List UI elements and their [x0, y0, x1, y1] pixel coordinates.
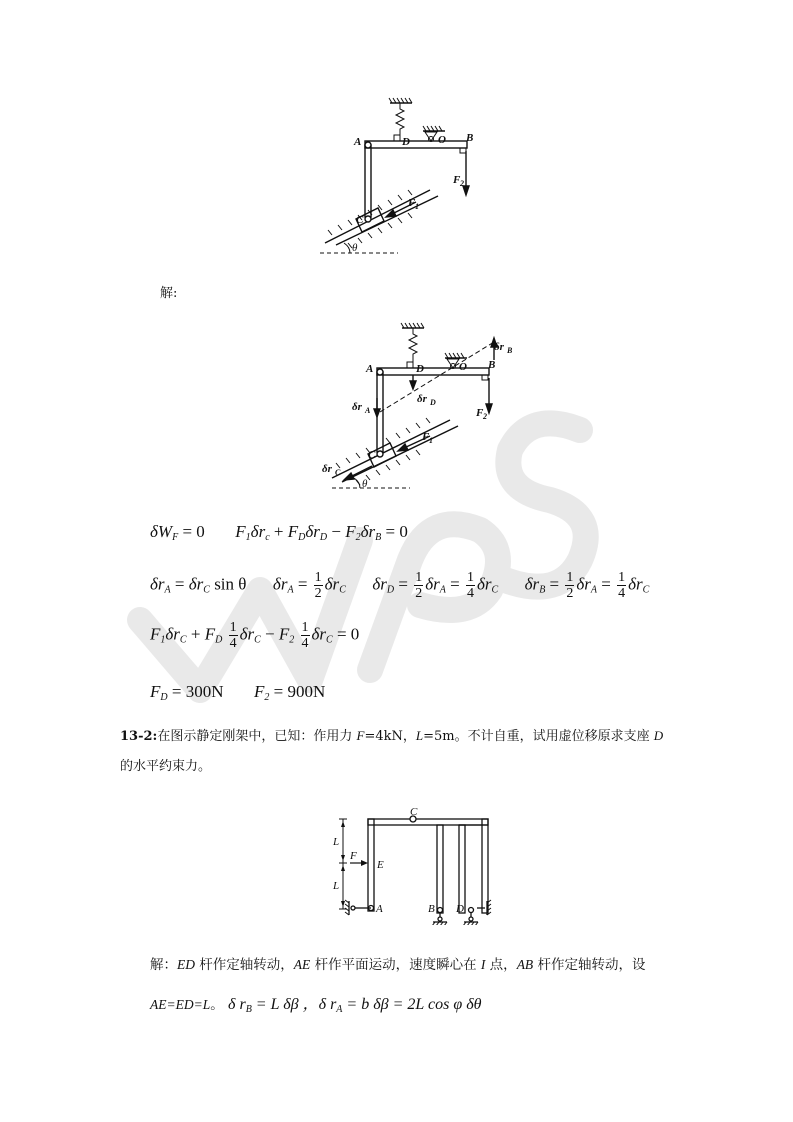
- equation-virtual-work: $\delta W_F = 0$ $F_1\delta r_c + F_D\delta r_D - F_2\delta r_B = 0$: [150, 522, 408, 543]
- equation-results: $F_D = 300N$ $F_2 = 900N$: [150, 682, 326, 703]
- label-theta: θ: [362, 478, 368, 490]
- label-F2-sub: 2: [483, 412, 487, 421]
- label-drD: δr: [417, 393, 427, 405]
- label-F: F: [350, 850, 357, 862]
- equation-substituted: $F_1\delta r_C + F_D$ $\frac{1}{4}$ $\delta r_C - F_2$ $\frac{1}{4}$ $\delta r_C = 0$: [150, 620, 360, 651]
- label-A: A: [354, 136, 362, 148]
- label-A: A: [366, 363, 374, 375]
- problem-13-2-statement: 13-2:在图示静定刚架中，已知：作用力 F=4kN，L=5m。不计自重，试用虚位移原求支座 D 的水平约束力。: [120, 728, 664, 774]
- label-F1: F: [422, 431, 430, 443]
- label-drA: δr: [352, 401, 362, 413]
- label-drC: δr: [322, 463, 332, 475]
- label-B: B: [466, 132, 474, 144]
- solution-13-2: 解：ED 杆作定轴转动，AE 杆作平面运动，速度瞬心在 I 点，AB 杆作定轴转动，设 AE=ED=L。 δ $r_B = L$ δβ ，δ $r_A = b$ δβ = 2L cos φ δθ: [150, 957, 646, 1015]
- equation-displacement-relations: $\delta r_A = \delta r_C$ sin θ $\delta r_A$ = $\frac{1}{2}$ $\delta r_C$ $\delta r_D$ = $\frac{1}{2}$ $\delta r_A$ = $\frac{1}{4}$ $\delta r_C$ $\delta r_B$ = $\frac{1}{2}$ $\delta r_A$ = $\frac{1}{4}$ $\delta r_C$: [150, 570, 650, 601]
- solution-1-label: 解:: [160, 286, 178, 301]
- label-F2: F: [476, 407, 484, 419]
- label-D: D: [402, 136, 410, 148]
- label-drB-sub: B: [507, 346, 513, 355]
- label-drC-sub: C: [335, 468, 341, 477]
- label-F1-sub: 1: [415, 202, 419, 211]
- figure-1-mechanism: [320, 95, 480, 260]
- label-theta: θ: [352, 242, 358, 254]
- label-B: B: [428, 903, 435, 915]
- problem-number: 13-2:: [120, 729, 158, 744]
- label-E: E: [377, 859, 384, 871]
- label-F2: F: [453, 174, 461, 186]
- label-F2-sub: 2: [460, 179, 464, 188]
- label-O: O: [459, 361, 467, 373]
- label-drB: δr: [494, 341, 504, 353]
- label-D: D: [456, 903, 464, 915]
- label-C: C: [356, 214, 364, 226]
- label-F1: F: [408, 197, 416, 209]
- label-B: B: [488, 359, 496, 371]
- label-drD-sub: D: [430, 398, 436, 407]
- label-C: C: [368, 449, 376, 461]
- label-L1: L: [333, 836, 340, 848]
- label-drA-sub: A: [365, 406, 371, 415]
- wps-watermark: [110, 390, 630, 720]
- label-O: O: [438, 134, 446, 146]
- label-D: D: [416, 363, 424, 375]
- label-C: C: [410, 806, 418, 818]
- figure-3-rigid-frame: [325, 805, 505, 925]
- label-L2: L: [333, 880, 340, 892]
- label-F1-sub: 1: [429, 436, 433, 445]
- label-A: A: [376, 903, 383, 915]
